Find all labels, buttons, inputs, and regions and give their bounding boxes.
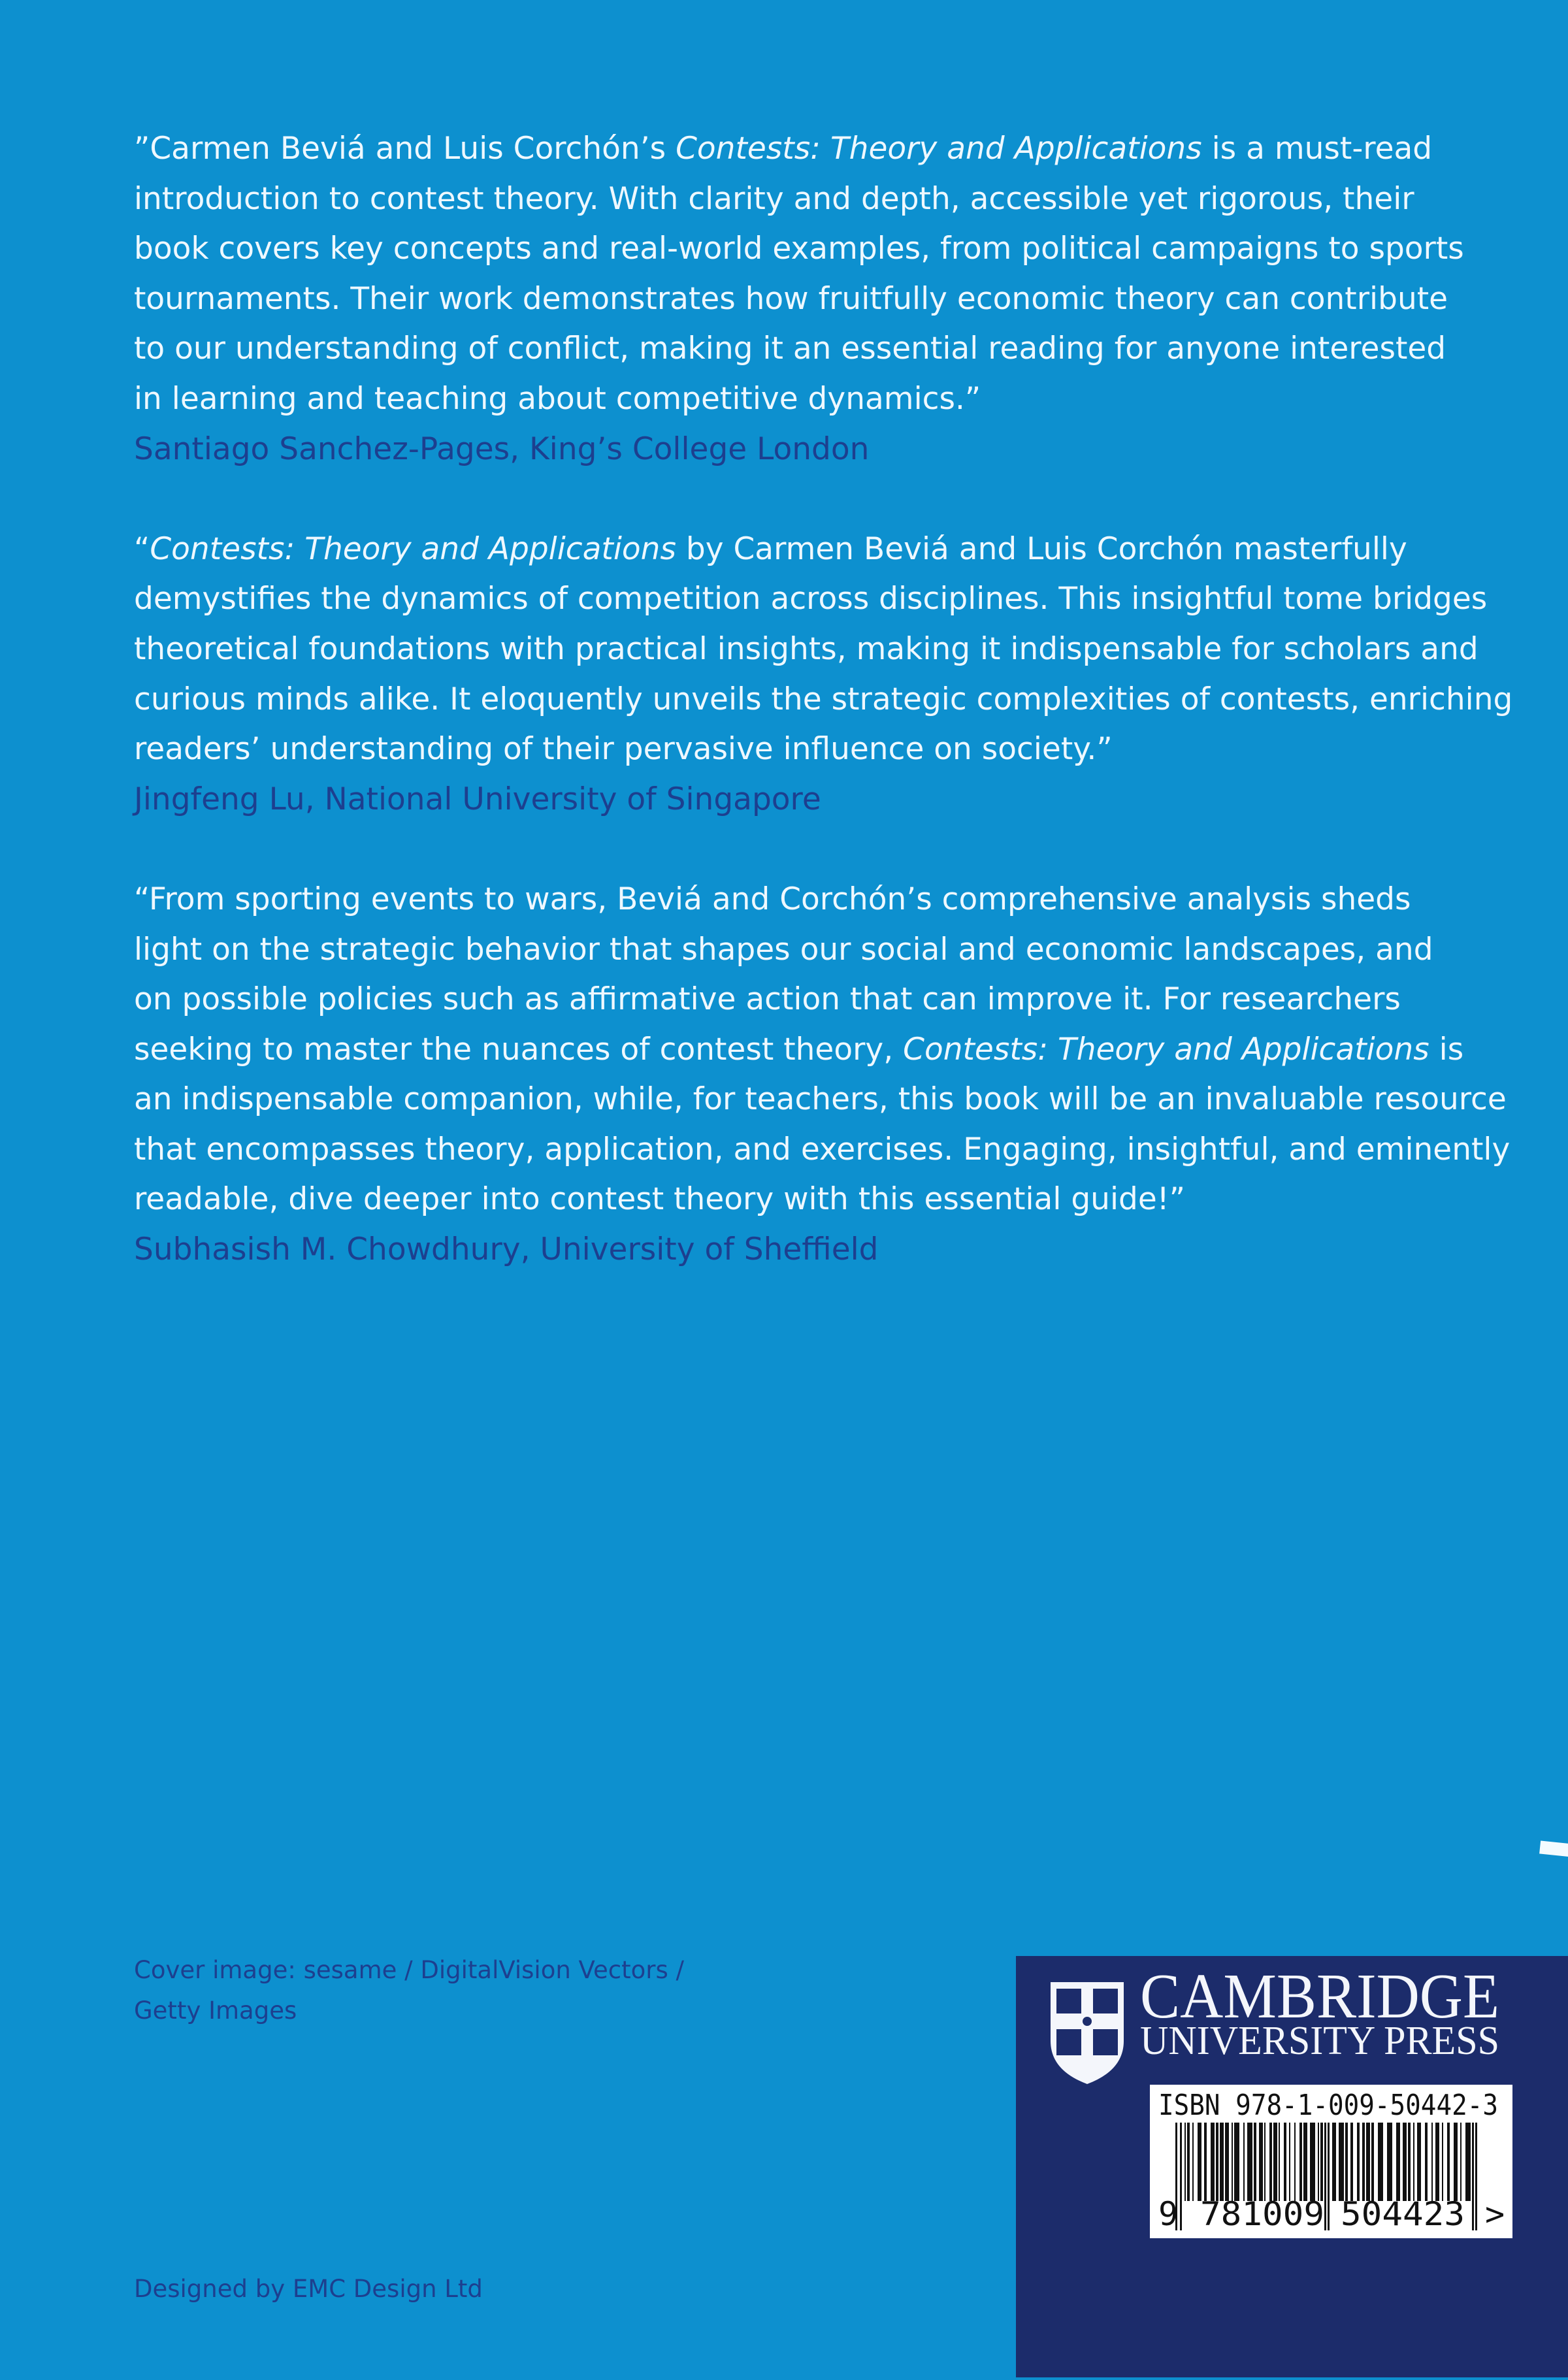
designer-credit: Designed by EMC Design Ltd (134, 2275, 483, 2303)
quote-text: light on the strategic behavior that shapes our social and economic landscapes, and (134, 931, 1433, 968)
endorsements (134, 124, 1512, 1275)
quote-text: seeking to master the nuances of contest theory, (134, 1031, 904, 1068)
quote-line (134, 925, 1512, 975)
quote-text: curious minds alike. It eloquently unveils the strategic complexities of contests, enriching (134, 681, 1513, 717)
quote-line (134, 525, 1512, 575)
barcode-bar (1413, 2123, 1414, 2201)
paragraph-gap (134, 824, 1512, 875)
barcode-bar (1320, 2123, 1323, 2201)
barcode-bar (1339, 2123, 1344, 2201)
quote-text: readers’ understanding of their pervasive influence on society.” (134, 731, 1113, 768)
quote-text: in learning and teaching about competitive dynamics.” (134, 380, 981, 417)
barcode-bar (1472, 2123, 1474, 2230)
barcode-bar (1180, 2123, 1182, 2230)
barcode-bar (1387, 2123, 1392, 2201)
barcode-bar (1259, 2123, 1263, 2201)
quote-text: introduction to contest theory. With clarity and depth, accessible yet rigorous, their (134, 180, 1414, 217)
barcode-bar (1318, 2123, 1319, 2201)
quote-text: book covers key concepts and real-world examples, from political campaigns to sports (134, 231, 1464, 267)
quote-attribution: Santiago Sanchez-Pages, King’s College London (134, 431, 870, 467)
publisher-subname: UNIVERSITY PRESS (1140, 2019, 1499, 2063)
barcode-bar (1362, 2123, 1365, 2201)
barcode-bar (1465, 2123, 1471, 2201)
quote-text: demystifies the dynamics of competition across disciplines. This insightful tome bridges (134, 581, 1488, 617)
quote-line (134, 174, 1512, 225)
barcode-bar (1225, 2123, 1229, 2201)
barcode-bar (1442, 2123, 1443, 2201)
barcode-bar (1198, 2123, 1201, 2201)
quote-line (134, 1125, 1512, 1175)
barcode-quiet-zone-mark: > (1485, 2195, 1505, 2233)
barcode-bar (1324, 2123, 1326, 2230)
quote-line (134, 1175, 1512, 1225)
quote-attribution: Jingfeng Lu, National University of Singapore (134, 781, 821, 817)
isbn-label: ISBN 978-1-009-50442-3 (1158, 2089, 1498, 2122)
barcode-bar (1303, 2123, 1307, 2201)
barcode-bar (1247, 2123, 1252, 2201)
quote-text: to our understanding of conflict, making it an essential reading for anyone interested (134, 331, 1446, 367)
barcode-bar (1273, 2123, 1277, 2201)
barcode-bar (1417, 2123, 1421, 2201)
quote-line (134, 324, 1512, 374)
barcode-bar (1366, 2123, 1370, 2201)
paragraph-gap (134, 474, 1512, 525)
barcode-bar (1299, 2123, 1302, 2201)
barcode-bar (1403, 2123, 1407, 2201)
barcode-bar (1357, 2123, 1360, 2201)
barcode-bar (1211, 2123, 1215, 2201)
quote-line (134, 1075, 1512, 1125)
barcode-bar (1396, 2123, 1400, 2201)
cover-credit-line: Getty Images (134, 1997, 297, 2025)
barcode-digit-prefix: 9 (1158, 2195, 1179, 2233)
barcode-bar (1350, 2123, 1353, 2201)
barcode-bar (1447, 2123, 1450, 2201)
quote-text: is a must-read (1201, 131, 1433, 167)
quote-line (134, 625, 1512, 675)
barcode-bar (1408, 2123, 1411, 2201)
barcode-bar (1184, 2123, 1186, 2201)
barcode-bar (1378, 2123, 1383, 2201)
publisher-name: CAMBRIDGE (1140, 1961, 1499, 2032)
quote-text: “From sporting events to wars, Beviá and Corchón’s comprehensive analysis sheds (134, 881, 1411, 917)
quote-text: by Carmen Beviá and Luis Corchón masterfully (676, 530, 1407, 567)
barcode-bar (1264, 2123, 1266, 2201)
barcode-bar (1435, 2123, 1439, 2201)
barcode-bar (1234, 2123, 1239, 2201)
barcode-bar (1310, 2123, 1315, 2201)
barcode-bar (1371, 2123, 1374, 2201)
book-title: Contests: Theory and Applications (150, 530, 676, 567)
barcode-bar (1204, 2123, 1207, 2201)
quote-text: readable, dive deeper into contest theory with this essential guide!” (134, 1181, 1185, 1218)
book-title: Contests: Theory and Applications (903, 1031, 1429, 1068)
barcode-bar (1192, 2123, 1194, 2201)
barcode-bar (1332, 2123, 1336, 2201)
barcode-bar (1475, 2123, 1477, 2230)
quote-text: that encompasses theory, application, and exercises. Engaging, insightful, and eminently (134, 1131, 1511, 1167)
quote-line (134, 1025, 1512, 1075)
publisher-logo-and-barcode (1016, 1956, 1568, 2377)
barcode-bar (1289, 2123, 1290, 2201)
quote-line (134, 124, 1512, 174)
quote-text: an indispensable companion, while, for teachers, this book will be an invaluable resource (134, 1081, 1507, 1118)
barcode-bar (1220, 2123, 1224, 2201)
quote-text: ”Carmen Beviá and Luis Corchón’s (134, 131, 676, 167)
barcode-bar (1216, 2123, 1218, 2201)
quote-attribution: Subhasish M. Chowdhury, University of Sheffield (134, 1231, 879, 1268)
barcode-bar (1425, 2123, 1428, 2201)
barcode-bar (1187, 2123, 1190, 2201)
decorative-dash (1539, 1840, 1568, 1857)
quote-line (134, 224, 1512, 274)
quote-text: theoretical foundations with practical insights, making it indispensable for scholars and (134, 630, 1478, 667)
barcode-bar (1431, 2123, 1433, 2201)
quote-line (134, 875, 1512, 925)
publisher-panel (1016, 1956, 1568, 2377)
barcode-bar (1294, 2123, 1296, 2201)
barcode-bar (1454, 2123, 1458, 2201)
quote-text: on possible policies such as affirmative action that can improve it. For researchers (134, 981, 1401, 1018)
quote-line (134, 374, 1512, 425)
quote-line (134, 725, 1512, 775)
cover-credit-line: Cover image: sesame / DigitalVision Vectors / (134, 1956, 684, 1984)
quote-text: tournaments. Their work demonstrates how fruitfully economic theory can contribute (134, 280, 1448, 317)
barcode-digits-left: 781009 (1200, 2195, 1324, 2233)
barcode-bar (1279, 2123, 1280, 2201)
barcode-bar (1328, 2123, 1330, 2230)
barcode-bar (1243, 2123, 1245, 2201)
barcode-bar (1284, 2123, 1286, 2201)
cover-image-credit (134, 1950, 684, 2031)
quote-line (134, 675, 1512, 725)
barcode-bar (1460, 2123, 1462, 2201)
cambridge-shield-icon (1051, 1982, 1124, 2084)
barcode-bar (1345, 2123, 1348, 2201)
barcode-bar (1254, 2123, 1256, 2201)
quote-text: “ (134, 530, 150, 567)
quote-line (134, 274, 1512, 325)
quote-line (134, 975, 1512, 1025)
barcode-bar (1232, 2123, 1233, 2201)
book-title: Contests: Theory and Applications (676, 131, 1202, 167)
quote-text: is (1429, 1031, 1464, 1068)
barcode-bar (1269, 2123, 1272, 2201)
quote-line (134, 574, 1512, 625)
barcode-digits-right: 504423 (1341, 2195, 1465, 2233)
